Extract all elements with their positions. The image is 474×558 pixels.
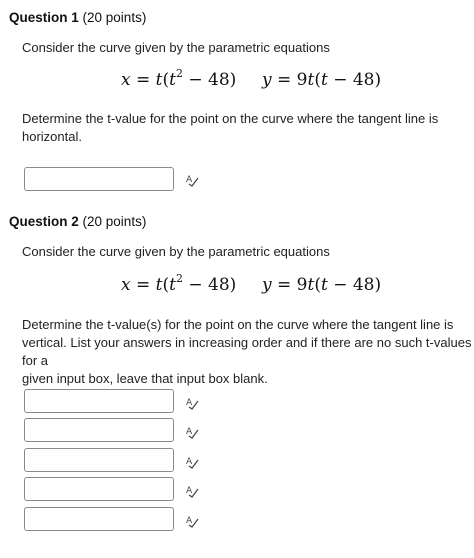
question-prompt: Consider the curve given by the parametric equations <box>22 40 330 55</box>
answer-input-1[interactable] <box>24 389 174 413</box>
answer-input-4[interactable] <box>24 477 174 501</box>
spell-check-icon[interactable] <box>185 455 199 469</box>
spell-check-icon[interactable] <box>185 396 199 410</box>
answer-input-2[interactable] <box>24 418 174 442</box>
equation-x: $x = t(t^2 - 48)$ <box>121 67 237 90</box>
question-1-header <box>9 10 146 25</box>
svg-text:A: A <box>186 398 193 408</box>
spell-check-icon[interactable] <box>185 514 199 528</box>
question-prompt: Consider the curve given by the parametric equations <box>22 244 330 259</box>
equation-x: $x = t(t^2 - 48)$ <box>121 272 237 295</box>
svg-text:A: A <box>186 516 193 526</box>
answer-input-3[interactable] <box>24 448 174 472</box>
question-points: (20 points) <box>82 10 147 25</box>
spell-check-icon[interactable] <box>185 173 199 187</box>
equation-y: y = 9t(t − 48) <box>262 275 382 295</box>
svg-text:A: A <box>186 457 193 467</box>
question-text: Determine the t-value for the point on the curve where the tangent line is horizontal. <box>22 111 439 144</box>
question-title: Question 2 <box>9 214 79 229</box>
question-2-header <box>9 214 146 229</box>
question-points: (20 points) <box>82 214 147 229</box>
question-title: Question 1 <box>9 10 79 25</box>
spell-check-icon[interactable] <box>185 484 199 498</box>
spell-check-icon[interactable] <box>185 425 199 439</box>
svg-text:A: A <box>186 486 193 496</box>
svg-text:A: A <box>186 175 193 185</box>
svg-text:A: A <box>186 427 193 437</box>
question-text: Determine the t-value(s) for the point on the curve where the tangent line is vertical. List your answers in increasing order and if there are no such t-values for a given input box, leave that input box blank. <box>22 317 472 386</box>
answer-input-5[interactable] <box>24 507 174 531</box>
equation-y: y = 9t(t − 48) <box>262 70 382 90</box>
answer-input[interactable] <box>24 167 174 191</box>
